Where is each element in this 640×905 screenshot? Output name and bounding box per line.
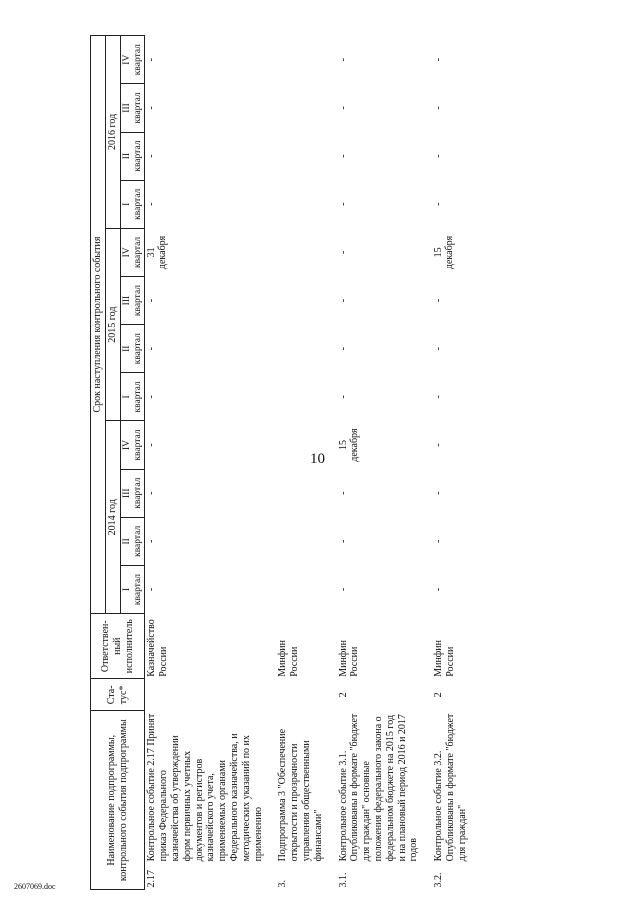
deadline-cell: - [433, 491, 445, 495]
deadline-cell [265, 36, 325, 84]
deadline-cell: - [146, 58, 158, 62]
quarter-header: I квартал [120, 373, 145, 421]
deadline-cell: 31 декабря [146, 235, 169, 270]
quarter-header: III квартал [120, 469, 145, 517]
quarter-header: II квартал [120, 517, 145, 565]
rotated-page [90, 35, 640, 890]
deadline-cell: - [433, 298, 445, 303]
deadline-cell: - [146, 443, 158, 447]
deadline-cell: - [337, 154, 349, 158]
deadline-column-header: Срок наступления контрольного события [91, 36, 106, 614]
row-number: 3.1. [337, 872, 349, 888]
deadline-cell [265, 421, 325, 469]
row-responsible: Минфин России [433, 640, 456, 677]
deadline-cell: - [337, 106, 349, 110]
quarter-header: III квартал [120, 84, 145, 132]
year-header: 2015 год [105, 228, 120, 421]
deadline-cell: - [337, 250, 349, 255]
deadline-cell: - [337, 347, 349, 351]
year-header: 2014 год [105, 421, 120, 614]
row-name: Подпрограмма 3 "Обеспечение открытости и прозрачности управления общественными финансами" [277, 728, 324, 862]
deadline-cell: - [146, 587, 158, 592]
row-number: 3. [277, 880, 289, 888]
deadline-cell: - [146, 491, 158, 495]
row-name: Контрольное событие 2.17 Принят приказ Федерального казначейства об утверждении форм первичных учетных документов и регистров казначейского учета, применяемых органами Федерального казначейства, и методических указаний по их применению [146, 713, 264, 862]
quarter-header: IV квартал [120, 36, 145, 84]
row-status: 2 [433, 692, 445, 698]
status-column-header: Ста-тус* [91, 679, 145, 711]
deadline-cell: - [337, 491, 349, 495]
quarter-header: II квартал [120, 325, 145, 373]
document-code: 2607069.doc [14, 882, 56, 891]
deadline-cell: - [146, 347, 158, 351]
deadline-cell: - [433, 395, 445, 399]
row-responsible: Минфин России [277, 640, 301, 677]
table-row [265, 36, 325, 890]
quarter-header: IV квартал [120, 421, 145, 469]
deadline-cell: - [433, 58, 445, 62]
row-status [265, 679, 325, 711]
deadline-cell: - [433, 154, 445, 158]
row-status [145, 679, 265, 711]
deadline-cell [265, 469, 325, 517]
deadline-cell: - [433, 539, 445, 544]
deadline-cell: - [146, 202, 158, 206]
deadline-cell: - [433, 106, 445, 110]
deadline-cell: - [146, 298, 158, 303]
quarter-header: II квартал [120, 132, 145, 180]
deadline-cell: - [337, 539, 349, 544]
row-number: 3.2. [433, 872, 445, 888]
deadline-cell: - [146, 154, 158, 158]
quarter-header: IV квартал [120, 228, 145, 276]
deadline-cell: - [433, 202, 445, 206]
quarter-header: I квартал [120, 565, 145, 613]
deadline-cell: 15 декабря [433, 235, 456, 270]
table-row [145, 36, 265, 890]
deadline-cell: - [433, 587, 445, 592]
schedule-table [90, 35, 470, 890]
quarter-header: III квартал [120, 276, 145, 324]
row-responsible: Казначейство России [146, 619, 170, 677]
deadline-cell [265, 84, 325, 132]
row-number: 2.17 [146, 870, 158, 888]
deadline-cell: - [146, 539, 158, 544]
deadline-cell: - [337, 202, 349, 206]
row-name: Контрольное событие 3.2. Опубликованы в формате "бюджет для граждан" [433, 713, 468, 862]
table-row [421, 36, 469, 890]
name-column-header: Наименование подпрограммы, контрольного события подпрограммы [91, 711, 145, 890]
deadline-cell [265, 228, 325, 276]
year-header: 2016 год [105, 36, 120, 229]
deadline-cell [265, 517, 325, 565]
responsible-column-header: Ответствен-ный исполнитель [91, 614, 145, 679]
deadline-cell [265, 373, 325, 421]
row-name: Контрольное событие 3.1. Опубликованы в формате "бюджет для граждан" основные положения федерального закона о федеральном бюджете на 2015 год и на плановый период 2016 и 2017 годов [337, 713, 420, 862]
deadline-cell: - [146, 395, 158, 399]
deadline-cell [265, 276, 325, 324]
deadline-cell: - [337, 395, 349, 399]
deadline-cell [265, 325, 325, 373]
deadline-cell: 15 декабря [337, 428, 360, 462]
deadline-cell: - [433, 443, 445, 447]
deadline-cell: - [337, 298, 349, 303]
deadline-cell [265, 180, 325, 228]
table-row [326, 36, 422, 890]
deadline-cell: - [433, 347, 445, 351]
quarter-header: I квартал [120, 180, 145, 228]
deadline-cell: - [337, 587, 349, 592]
row-status: 2 [337, 692, 349, 698]
deadline-cell: - [146, 106, 158, 110]
deadline-cell [265, 565, 325, 613]
deadline-cell [265, 132, 325, 180]
page-number: 10 [310, 451, 325, 467]
row-responsible: Минфин России [337, 640, 361, 677]
deadline-cell: - [337, 58, 349, 62]
